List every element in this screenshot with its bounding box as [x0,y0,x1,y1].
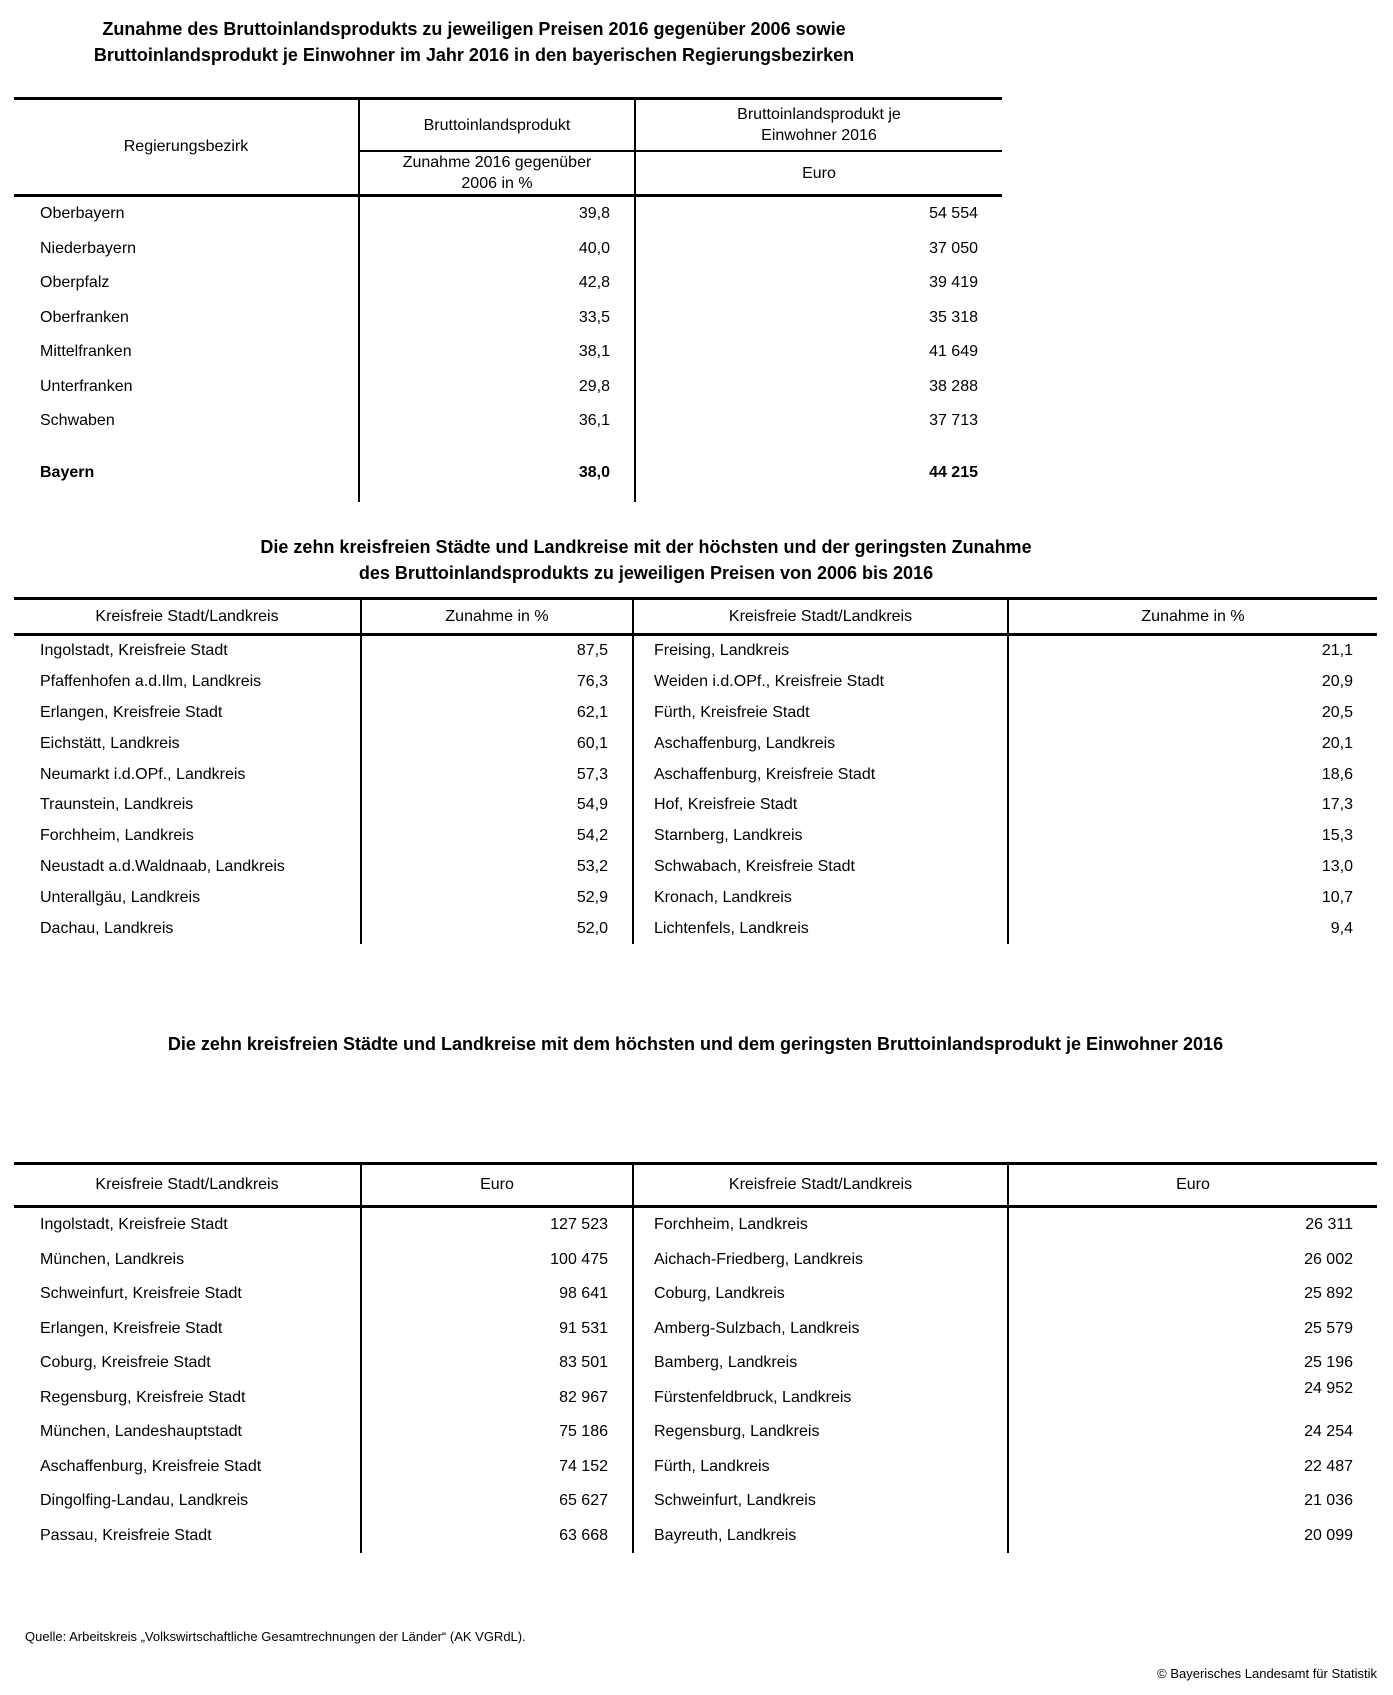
table1-title-line2: Bruttoinlandsprodukt je Einwohner im Jahr 2016 in den bayerischen Regierungsbezirken [93,45,855,65]
spacer-cell [14,439,360,456]
kreis-name: Erlangen, Kreisfreie Stadt [14,1312,362,1347]
euro-value: 100 475 [362,1243,634,1278]
table-row [14,667,1377,698]
zunahme-percent-value: 62,1 [362,698,634,729]
euro-value: 127 523 [362,1208,634,1243]
zunahme-percent-value: 21,1 [1321,642,1353,660]
euro-value: 37 713 [929,412,978,430]
kreis-name: Ingolstadt, Kreisfreie Stadt [14,636,362,667]
kreis-name: Hof, Kreisfreie Stadt [634,790,1009,821]
table-row [14,1208,1377,1243]
zunahme-percent-value: 10,7 [1321,888,1353,906]
euro-value: 24 254 [1304,1423,1353,1441]
kreis-name: Regensburg, Kreisfreie Stadt [14,1381,362,1416]
kreis-name: Bamberg, Landkreis [634,1346,1009,1381]
bayern-euro-value: 44 215 [929,463,978,481]
kreis-name: München, Landkreis [14,1243,362,1278]
table-row [14,759,1377,790]
euro-value: 38 288 [929,377,978,395]
table2-title-line2: des Bruttoinlandsprodukts zu jeweiligen Preisen von 2006 bis 2016 [358,563,934,583]
kreis-name: Coburg, Landkreis [634,1277,1009,1312]
zunahme-percent-value: 9,4 [1330,919,1353,937]
euro-value: 25 196 [1304,1354,1353,1372]
table2-header-kreis-2: Kreisfreie Stadt/Landkreis [634,600,1009,633]
euro-value: 24 952 [1304,1379,1353,1397]
zunahme-percent-value: 33,5 [360,301,636,336]
table-row [14,852,1377,883]
regierungsbezirk-name: Unterfranken [14,370,360,405]
table1-header-zunahme-line2: 2006 in % [461,175,533,192]
table1-header-bip-group: Bruttoinlandsprodukt [360,100,634,152]
table-zunahme-top10 [14,597,1377,944]
euro-value: 54 554 [929,205,978,223]
table1-header-bip-je-einwohner-line2: Einwohner 2016 [761,127,877,144]
kreis-name: Neustadt a.d.Waldnaab, Landkreis [14,852,362,883]
table-row [14,1312,1377,1347]
zunahme-percent-value: 13,0 [1321,857,1353,875]
table-row [14,698,1377,729]
table-row [14,1277,1377,1312]
euro-value: 21 036 [1304,1492,1353,1510]
kreis-name: Forchheim, Landkreis [14,821,362,852]
table3-header-kreis-2: Kreisfreie Stadt/Landkreis [634,1165,1009,1205]
table-row [14,913,1377,944]
zunahme-percent-value: 52,9 [362,882,634,913]
euro-value: 25 892 [1304,1285,1353,1303]
kreis-name: Fürth, Kreisfreie Stadt [634,698,1009,729]
table1-header-bip [360,100,636,194]
table-row [14,821,1377,852]
zunahme-percent-value: 18,6 [1321,765,1353,783]
table-row [14,1519,1377,1554]
kreis-name: Freising, Landkreis [634,636,1009,667]
table-row [14,790,1377,821]
kreis-name: Amberg-Sulzbach, Landkreis [634,1312,1009,1347]
kreis-name: Aschaffenburg, Kreisfreie Stadt [634,759,1009,790]
regierungsbezirk-name: Oberbayern [14,197,360,232]
zunahme-percent-value: 60,1 [362,728,634,759]
bayern-label: Bayern [14,456,360,491]
table2-header-kreis-1: Kreisfreie Stadt/Landkreis [14,600,362,633]
zunahme-percent-value: 17,3 [1321,796,1353,814]
kreis-name: Forchheim, Landkreis [634,1208,1009,1243]
kreis-name: Coburg, Kreisfreie Stadt [14,1346,362,1381]
zunahme-percent-value: 40,0 [360,232,636,267]
regierungsbezirk-name: Niederbayern [14,232,360,267]
kreis-name: Starnberg, Landkreis [634,821,1009,852]
kreis-name: Kronach, Landkreis [634,882,1009,913]
spacer-cell [360,490,636,502]
spacer-cell [360,439,636,456]
zunahme-percent-value: 36,1 [360,404,636,439]
kreis-name: Fürth, Landkreis [634,1450,1009,1485]
table2-body [14,636,1377,944]
euro-value: 63 668 [362,1519,634,1554]
kreis-name: Schwabach, Kreisfreie Stadt [634,852,1009,883]
zunahme-percent-value: 15,3 [1321,827,1353,845]
table2-header-zunahme-2: Zunahme in % [1141,607,1245,625]
zunahme-percent-value: 87,5 [362,636,634,667]
table-row [14,266,1002,301]
spacer-cell [636,439,1002,456]
table1-total-row [14,456,1002,491]
table3-header-euro-2: Euro [1176,1176,1210,1193]
zunahme-percent-value: 38,1 [360,335,636,370]
table-regierungsbezirke [14,97,1002,502]
euro-value: 98 641 [362,1277,634,1312]
table3-header-kreis-1: Kreisfreie Stadt/Landkreis [14,1165,362,1205]
zunahme-percent-value: 20,1 [1321,734,1353,752]
table1-header-bip-je-einwohner-group [636,100,1002,152]
kreis-name: Fürstenfeldbruck, Landkreis [634,1381,1009,1416]
table-bip-je-einwohner-top10 [14,1162,1377,1553]
euro-value: 83 501 [362,1346,634,1381]
table1-bottom-stub [14,490,1002,502]
euro-value: 20 099 [1304,1526,1353,1544]
table3-header-euro-1: Euro [362,1165,634,1205]
kreis-name: Aichach-Friedberg, Landkreis [634,1243,1009,1278]
euro-value: 75 186 [362,1415,634,1450]
kreis-name: München, Landeshauptstadt [14,1415,362,1450]
euro-value: 35 318 [929,308,978,326]
regierungsbezirk-name: Oberpfalz [14,266,360,301]
kreis-name: Pfaffenhofen a.d.Ilm, Landkreis [14,667,362,698]
kreis-name: Aschaffenburg, Kreisfreie Stadt [14,1450,362,1485]
kreis-name: Passau, Kreisfreie Stadt [14,1519,362,1554]
kreis-name: Aschaffenburg, Landkreis [634,728,1009,759]
kreis-name: Weiden i.d.OPf., Kreisfreie Stadt [634,667,1009,698]
regierungsbezirk-name: Mittelfranken [14,335,360,370]
spacer-cell [14,490,360,502]
kreis-name: Neumarkt i.d.OPf., Landkreis [14,759,362,790]
table1-header-zunahme [360,152,634,194]
kreis-name: Lichtenfels, Landkreis [634,913,1009,944]
euro-value: 39 419 [929,274,978,292]
table-row [14,1450,1377,1485]
table1-header [14,97,1002,197]
table1-header-zunahme-line1: Zunahme 2016 gegenüber [402,154,592,171]
table-row [14,728,1377,759]
spacer-cell [636,490,1002,502]
zunahme-percent-value: 54,9 [362,790,634,821]
euro-value: 65 627 [362,1484,634,1519]
table2-title [0,534,1292,586]
euro-value: 37 050 [929,239,978,257]
zunahme-percent-value: 20,9 [1321,673,1353,691]
zunahme-percent-value: 53,2 [362,852,634,883]
euro-value: 41 649 [929,343,978,361]
table-row [14,1243,1377,1278]
euro-value: 82 967 [362,1381,634,1416]
zunahme-percent-value: 42,8 [360,266,636,301]
kreis-name: Eichstätt, Landkreis [14,728,362,759]
table-row [14,404,1002,439]
kreis-name: Unterallgäu, Landkreis [14,882,362,913]
euro-value: 26 311 [1305,1216,1353,1234]
table-row [14,197,1002,232]
table1-title-line1: Zunahme des Bruttoinlandsprodukts zu jeweiligen Preisen 2016 gegenüber 2006 sowie [102,19,846,39]
table1-spacer-row [14,439,1002,456]
zunahme-percent-value: 54,2 [362,821,634,852]
table-row [14,370,1002,405]
table1-header-euro: Euro [802,164,836,182]
table3-title: Die zehn kreisfreien Städte und Landkreise mit dem höchsten und dem geringsten Bruttoinlandsprodukt je Einwohner 2016 [167,1034,1224,1054]
regierungsbezirk-name: Schwaben [14,404,360,439]
zunahme-percent-value: 52,0 [362,913,634,944]
kreis-name: Schweinfurt, Landkreis [634,1484,1009,1519]
euro-value: 91 531 [362,1312,634,1347]
zunahme-percent-value: 39,8 [360,197,636,232]
kreis-name: Dingolfing-Landau, Landkreis [14,1484,362,1519]
kreis-name: Dachau, Landkreis [14,913,362,944]
table-row [14,335,1002,370]
regierungsbezirk-name: Oberfranken [14,301,360,336]
table-row [14,1415,1377,1450]
table1-header-bip-je-einwohner-line1: Bruttoinlandsprodukt je [737,106,901,123]
source-note: Quelle: Arbeitskreis „Volkswirtschaftliche Gesamtrechnungen der Länder“ (AK VGRdL). [25,1629,526,1644]
kreis-name: Regensburg, Landkreis [634,1415,1009,1450]
table-row [14,301,1002,336]
table1-header-bip-je-einwohner [636,100,1002,194]
table-row [14,636,1377,667]
table3-header [14,1162,1377,1208]
table2-header-zunahme-1: Zunahme in % [362,600,634,633]
zunahme-percent-value: 76,3 [362,667,634,698]
euro-value: 74 152 [362,1450,634,1485]
kreis-name: Traunstein, Landkreis [14,790,362,821]
table1-header-regierungsbezirk: Regierungsbezirk [14,100,360,194]
table-row [14,882,1377,913]
kreis-name: Ingolstadt, Kreisfreie Stadt [14,1208,362,1243]
table-row [14,1484,1377,1519]
table1-title [0,16,948,68]
zunahme-percent-value: 57,3 [362,759,634,790]
table2-header [14,597,1377,636]
kreis-name: Erlangen, Kreisfreie Stadt [14,698,362,729]
copyright-note: © Bayerisches Landesamt für Statistik [1157,1666,1377,1681]
kreis-name: Schweinfurt, Kreisfreie Stadt [14,1277,362,1312]
zunahme-percent-value: 29,8 [360,370,636,405]
euro-value: 25 579 [1304,1319,1353,1337]
bayern-zunahme-value: 38,0 [360,456,636,491]
table2-title-line1: Die zehn kreisfreien Städte und Landkreise mit der höchsten und der geringsten Zunahme [260,537,1032,557]
table-row [14,1381,1377,1416]
table3-body [14,1208,1377,1553]
table1-body [14,197,1002,439]
zunahme-percent-value: 20,5 [1321,703,1353,721]
euro-value: 22 487 [1304,1457,1353,1475]
table-row [14,232,1002,267]
euro-value: 26 002 [1304,1250,1353,1268]
kreis-name: Bayreuth, Landkreis [634,1519,1009,1554]
